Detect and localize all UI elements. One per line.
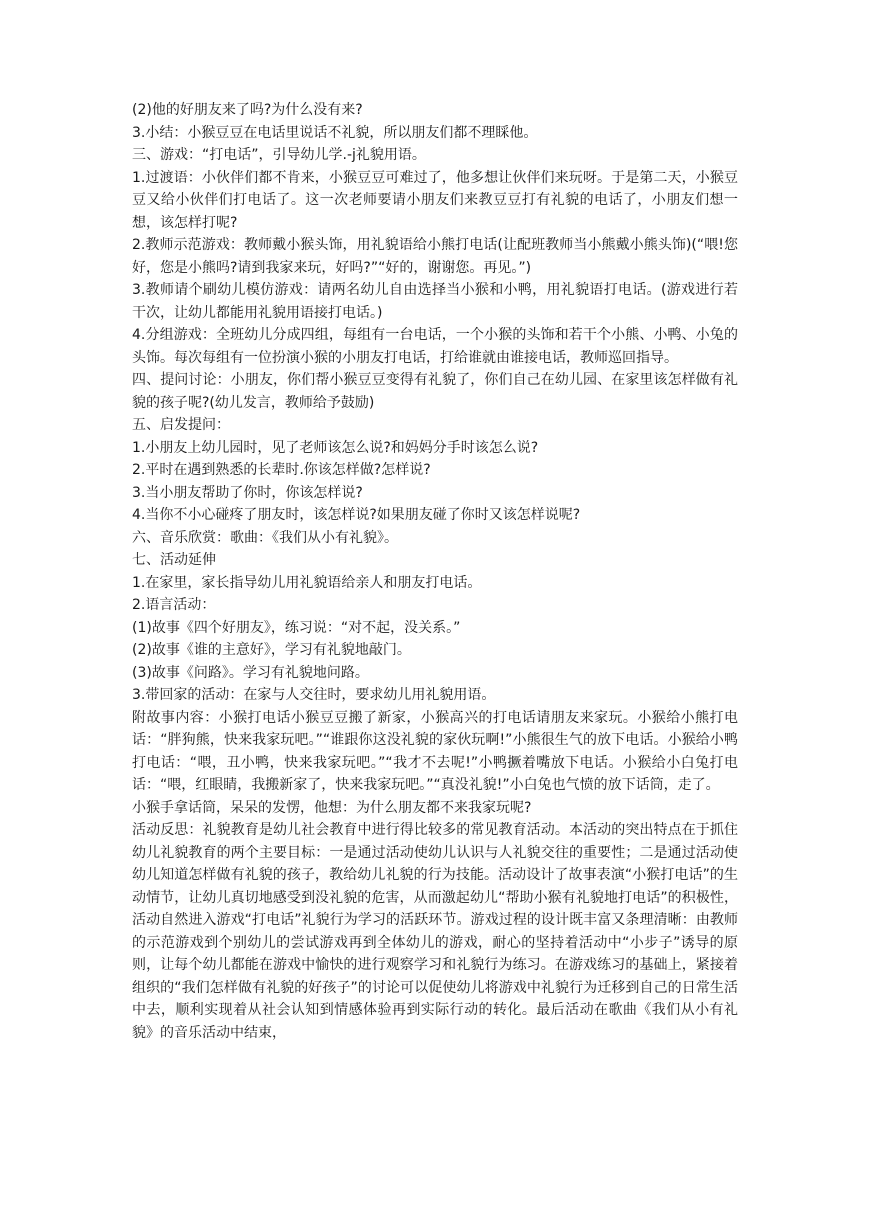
- paragraph: (3)故事《问路》。学习有礼貌地问路。: [132, 664, 369, 681]
- section-heading: 四、提问讨论：小朋友，你们帮小猴豆豆变得有礼貌了，你们自己在幼儿园、在家里该怎样做有礼貌的孩子呢?(幼儿发言，教师给予鼓励): [132, 372, 738, 411]
- section-heading: 五、启发提问：: [132, 417, 230, 433]
- paragraph: 4.当你不小心碰疼了朋友时，该怎样说?如果朋友碰了你时又该怎样说呢?: [132, 507, 581, 523]
- paragraph: 1.在家里，家长指导幼儿用礼貌语给亲人和朋友打电话。: [132, 574, 482, 591]
- paragraph: 3.当小朋友帮助了你时，你该怎样说?: [132, 484, 363, 501]
- paragraph: 1.过渡语：小伙伴们都不肯来，小猴豆豆可难过了，他多想让伙伴们来玩呀。于是第二天，小猴豆豆又给小伙伴们打电话了。这一次老师要请小朋友们来教豆豆打有礼貌的电话了，小朋友们想一想，该怎样打呢?: [132, 169, 738, 231]
- section-heading: 七、活动延伸: [132, 552, 216, 568]
- story-paragraph: 附故事内容：小猴打电话小猴豆豆搬了新家，小猴高兴的打电话请朋友来家玩。小猴给小熊打电话：“胖狗熊，快来我家玩吧。”“谁跟你这没礼貌的家伙玩啊!”小熊很生气的放下电话。小猴给小鸭打电话：“喂，丑小鸭，快来我家玩吧。”“我才不去呢!”小鸭撅着嘴放下电话。小猴给小白兔打电话：“喂，红眼睛，我搬新家了，快来我家玩吧。”“真没礼貌!”小白兔也气愤的放下话筒，走了。: [132, 709, 738, 793]
- paragraph: 4.分组游戏：全班幼儿分成四组，每组有一台电话，一个小猴的头饰和若干个小熊、小鸭、小兔的头饰。每次每组有一位扮演小猴的小朋友打电话，打给谁就由谁接电话，教师巡回指导。: [132, 327, 738, 366]
- paragraph: (2)他的好朋友来了吗?为什么没有来?: [132, 102, 363, 118]
- paragraph: (2)故事《谁的主意好》，学习有礼貌地敲门。: [132, 642, 411, 658]
- paragraph: 2.平时在遇到熟悉的长辈时.你该怎样做?怎样说?: [132, 462, 431, 478]
- paragraph: 3.小结：小猴豆豆在电话里说话不礼貌，所以朋友们都不理睬他。: [132, 124, 538, 141]
- paragraph: 2.教师示范游戏：教师戴小猴头饰，用礼貌语给小熊打电话(让配班教师当小熊戴小熊头饰)(“喂!您好，您是小熊吗?请到我家来玩，好吗?”“好的，谢谢您。再见。”): [132, 237, 738, 276]
- paragraph: 3.教师请个刷幼儿模仿游戏：请两名幼儿自由选择当小猴和小鸭，用礼貌语打电话。(游戏进行若干次，让幼儿都能用礼貌用语接打电话。): [132, 282, 738, 321]
- section-heading: 六、音乐欣赏：歌曲：《我们从小有礼貌》。: [132, 529, 398, 546]
- section-heading: 三、游戏：“打电话”，引导幼儿学.-j礼貌用语。: [132, 147, 426, 163]
- paragraph: (1)故事《四个好朋友》，练习说：“对不起，没关系。”: [132, 619, 461, 636]
- reflection-paragraph: 活动反思：礼貌教育是幼儿社会教育中进行得比较多的常见教育活动。本活动的突出特点在于抓住幼儿礼貌教育的两个主要目标：一是通过活动使幼儿认识与人礼貌交往的重要性；二是通过活动使幼儿知道怎样做有礼貌的孩子，教给幼儿礼貌的行为技能。活动设计了故事表演“小猴打电话”的生动情节，让幼儿真切地感受到没礼貌的危害，从而激起幼儿“帮助小猴有礼貌地打电话”的积极性，活动自然进入游戏“打电话”礼貌行为学习的活跃环节。游戏过程的设计既丰富又条理清晰：由教师的示范游戏到个别幼儿的尝试游戏再到全体幼儿的游戏，耐心的坚持着活动中“小步子”诱导的原则，让每个幼儿都能在游戏中愉快的进行观察学习和礼貌行为练习。在游戏练习的基础上，紧接着组织的“我们怎样做有礼貌的好孩子”的讨论可以促使幼儿将游戏中礼貌行为迁移到自己的日常生活中去，顺利实现着从社会认知到情感体验再到实际行动的转化。最后活动在歌曲《我们从小有礼貌》的音乐活动中结束，: [132, 822, 738, 1041]
- paragraph: 1.小朋友上幼儿园时，见了老师该怎么说?和妈妈分手时该怎么说?: [132, 439, 539, 456]
- story-paragraph: 小猴手拿话筒，呆呆的发愣，他想：为什么朋友都不来我家玩呢?: [132, 799, 532, 816]
- paragraph: 2.语言活动：: [132, 597, 216, 613]
- document-page: [132, 99, 738, 1044]
- paragraph: 3.带回家的活动：在家与人交往时，要求幼儿用礼貌用语。: [132, 687, 496, 703]
